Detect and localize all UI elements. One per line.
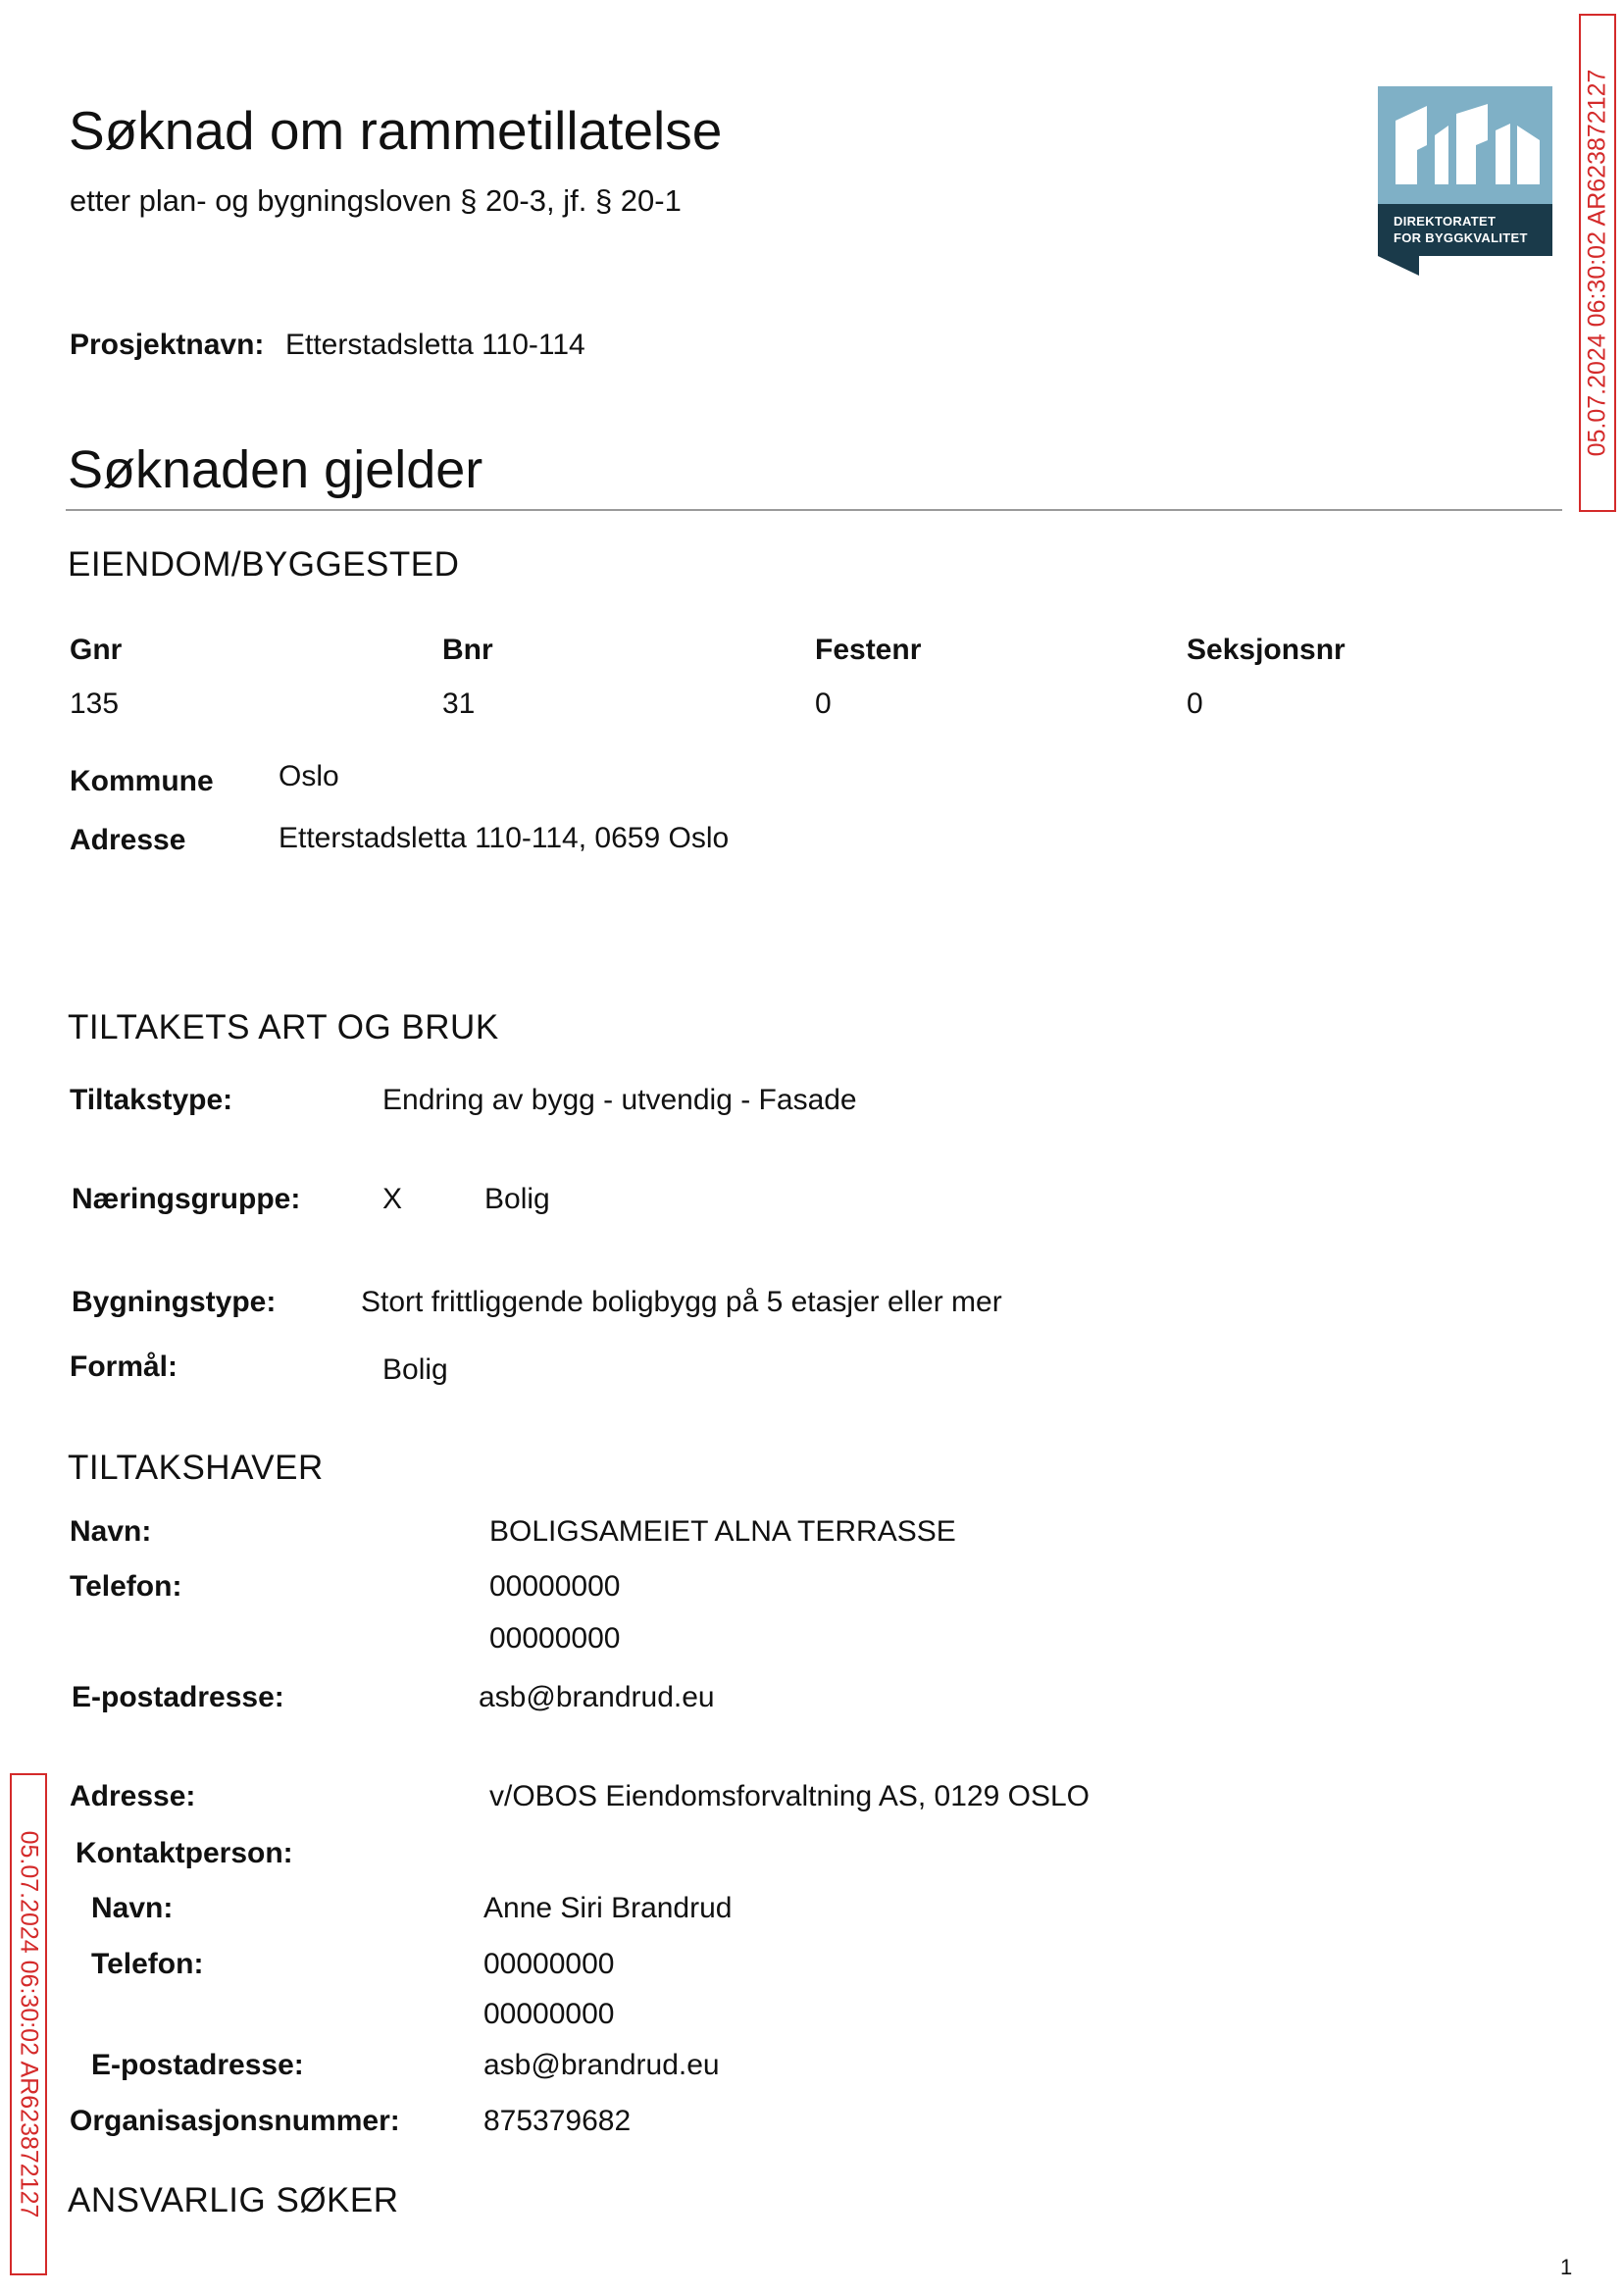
tiltakshaver-telefon-label: Telefon: bbox=[70, 1570, 182, 1603]
formal-value: Bolig bbox=[382, 1353, 448, 1386]
stamp-text: 05.07.2024 06:30:02 AR623872127 bbox=[1583, 69, 1611, 457]
page-subtitle: etter plan- og bygningsloven § 20-3, jf. § 20-1 bbox=[70, 183, 682, 218]
tiltakshaver-epost-value: asb@brandrud.eu bbox=[479, 1681, 715, 1713]
kontakt-telefon-value-1: 00000000 bbox=[483, 1948, 615, 1980]
page-number: 1 bbox=[1560, 2255, 1573, 2279]
section-heading-tiltakshaver: TILTAKSHAVER bbox=[68, 1449, 324, 1487]
kommune-label: Kommune bbox=[70, 765, 214, 797]
tiltakshaver-telefon-value-1: 00000000 bbox=[489, 1570, 621, 1603]
seksjonsnr-label: Seksjonsnr bbox=[1187, 634, 1345, 666]
logo-line-2: FOR BYGGKVALITET bbox=[1394, 230, 1528, 245]
tiltakshaver-telefon-value-2: 00000000 bbox=[489, 1622, 621, 1655]
tiltakshaver-epost-label: E-postadresse: bbox=[72, 1681, 284, 1713]
stamp-bottom-left bbox=[10, 1773, 47, 2275]
section-heading-tiltak: TILTAKETS ART OG BRUK bbox=[68, 1008, 499, 1046]
festenr-value: 0 bbox=[815, 688, 832, 720]
kontakt-telefon-value-2: 00000000 bbox=[483, 1998, 615, 2030]
section-heading-eiendom: EIENDOM/BYGGESTED bbox=[68, 545, 460, 584]
orgnr-value: 875379682 bbox=[483, 2105, 632, 2137]
kontakt-navn-label: Navn: bbox=[91, 1892, 174, 1924]
section-title-soknaden: Søknaden gjelder bbox=[68, 440, 483, 499]
adresse-label: Adresse bbox=[70, 824, 186, 856]
dibk-logo bbox=[1378, 86, 1552, 276]
bygningstype-value: Stort frittliggende boligbygg på 5 etasjer eller mer bbox=[361, 1286, 1002, 1318]
logo-building-icon bbox=[1378, 86, 1552, 204]
bygningstype-label: Bygningstype: bbox=[72, 1286, 277, 1318]
divider bbox=[66, 509, 1562, 511]
section-heading-ansvarlig-soker: ANSVARLIG SØKER bbox=[68, 2181, 399, 2219]
gnr-value: 135 bbox=[70, 688, 120, 720]
naeringsgruppe-label: Næringsgruppe: bbox=[72, 1183, 301, 1215]
kontakt-telefon-label: Telefon: bbox=[91, 1948, 204, 1980]
tiltakshaver-navn-value: BOLIGSAMEIET ALNA TERRASSE bbox=[489, 1515, 956, 1548]
bnr-value: 31 bbox=[442, 688, 476, 720]
page-title: Søknad om rammetillatelse bbox=[69, 100, 723, 161]
kontaktperson-label: Kontaktperson: bbox=[76, 1837, 293, 1869]
tiltakshaver-adresse-label: Adresse: bbox=[70, 1780, 196, 1812]
kontakt-epost-label: E-postadresse: bbox=[91, 2049, 304, 2081]
logo-line-1: DIREKTORATET bbox=[1394, 214, 1497, 229]
tiltakstype-value: Endring av bygg - utvendig - Fasade bbox=[382, 1084, 857, 1116]
seksjonsnr-value: 0 bbox=[1187, 688, 1203, 720]
naeringsgruppe-value: Bolig bbox=[484, 1183, 550, 1215]
festenr-label: Festenr bbox=[815, 634, 922, 666]
logo-text-band bbox=[1378, 204, 1552, 256]
tiltakshaver-adresse-value: v/OBOS Eiendomsforvaltning AS, 0129 OSLO bbox=[489, 1780, 1090, 1812]
kontakt-navn-value: Anne Siri Brandrud bbox=[483, 1892, 733, 1924]
stamp-text: 05.07.2024 06:30:02 AR623872127 bbox=[15, 1830, 43, 2218]
naeringsgruppe-code: X bbox=[382, 1183, 403, 1215]
tiltakstype-label: Tiltakstype: bbox=[70, 1084, 233, 1116]
project-value: Etterstadsletta 110-114 bbox=[285, 329, 585, 361]
project-label: Prosjektnavn: bbox=[70, 329, 265, 361]
formal-label: Formål: bbox=[70, 1351, 178, 1383]
adresse-value: Etterstadsletta 110-114, 0659 Oslo bbox=[279, 822, 730, 854]
bnr-label: Bnr bbox=[442, 634, 493, 666]
orgnr-label: Organisasjonsnummer: bbox=[70, 2105, 400, 2137]
tiltakshaver-navn-label: Navn: bbox=[70, 1515, 152, 1548]
kommune-value: Oslo bbox=[279, 760, 339, 792]
kontakt-epost-value: asb@brandrud.eu bbox=[483, 2049, 720, 2081]
logo-corner-icon bbox=[1378, 256, 1419, 276]
gnr-label: Gnr bbox=[70, 634, 123, 666]
stamp-top-right bbox=[1579, 14, 1616, 512]
